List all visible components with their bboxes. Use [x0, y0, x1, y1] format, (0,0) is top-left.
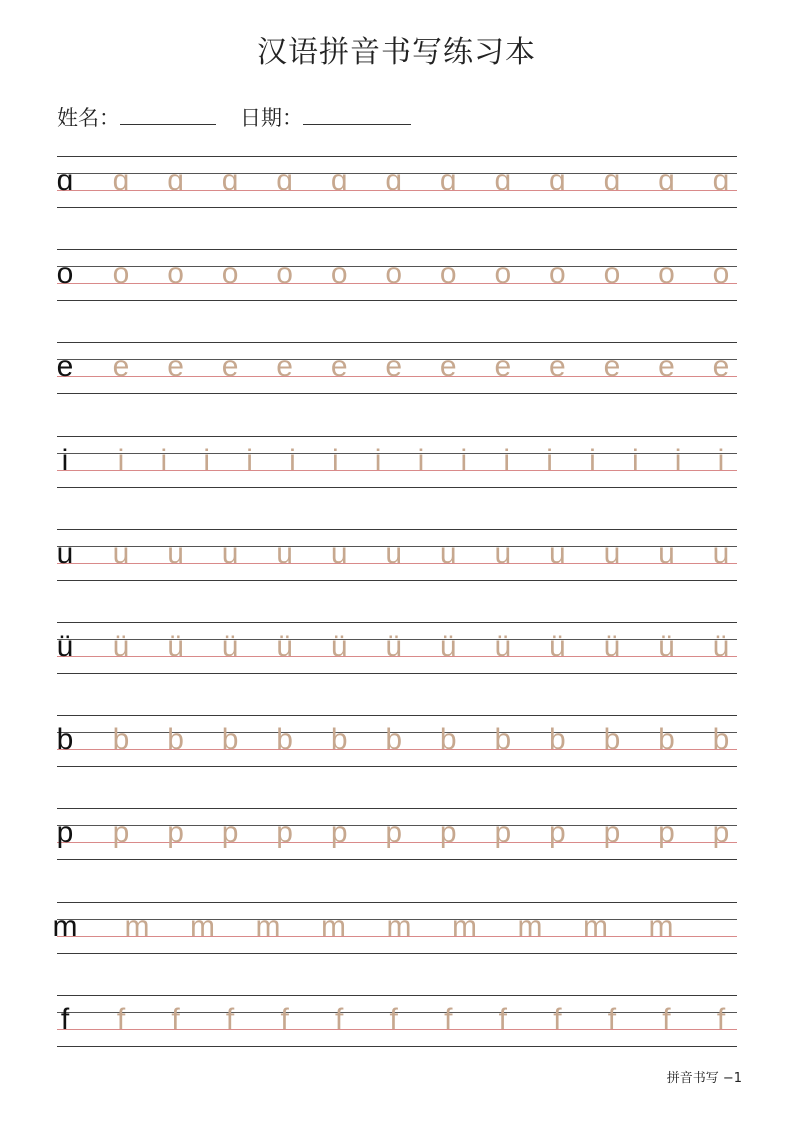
trace-letter: u — [549, 536, 566, 570]
guide-line — [57, 436, 737, 437]
practice-row — [57, 715, 737, 767]
trace-letter: i — [460, 443, 468, 477]
trace-letter: f — [171, 1002, 180, 1036]
trace-letter: b — [549, 723, 566, 757]
trace-letter: i — [589, 443, 596, 477]
practice-row — [57, 249, 737, 301]
trace-letter: i — [160, 443, 168, 477]
guide-line — [57, 808, 737, 809]
trace-letter: ü — [112, 630, 130, 663]
trace-letter: ɑ — [439, 164, 457, 197]
trace-letter: p — [603, 816, 621, 850]
name-label: 姓名： — [57, 106, 120, 130]
trace-letter: i — [246, 443, 253, 477]
trace-letter: m — [386, 909, 412, 943]
trace-letter: i — [417, 443, 425, 477]
trace-letter: o — [276, 257, 293, 291]
trace-letter: u — [385, 536, 403, 570]
trace-letter: i — [546, 443, 553, 477]
trace-letter: e — [330, 350, 348, 384]
trace-letter: m — [124, 909, 150, 943]
practice-row — [57, 808, 737, 860]
trace-letter: e — [658, 350, 675, 384]
trace-letter: p — [385, 816, 403, 850]
trace-letter: f — [662, 1002, 671, 1036]
trace-letter: u — [439, 536, 457, 570]
trace-letter: ü — [603, 630, 621, 663]
model-letter: f — [60, 1002, 70, 1036]
model-letter: o — [56, 257, 74, 291]
trace-letter: o — [385, 257, 403, 291]
model-letter: m — [52, 909, 78, 943]
trace-letter: i — [374, 443, 382, 477]
model-letter: ü — [56, 630, 74, 663]
trace-letter: b — [658, 723, 675, 757]
trace-letter: ɑ — [112, 164, 130, 197]
model-letter: ɑ — [56, 164, 74, 197]
trace-letter: b — [712, 723, 730, 757]
trace-letter: e — [221, 350, 239, 384]
trace-letter: o — [112, 257, 130, 291]
guide-line — [57, 342, 737, 343]
trace-letter: e — [112, 350, 130, 384]
trace-letter: f — [498, 1002, 507, 1036]
trace-letter: e — [439, 350, 457, 384]
trace-letter: ü — [276, 630, 293, 663]
trace-letter: i — [631, 443, 639, 477]
trace-letter: ɑ — [658, 164, 675, 197]
trace-letter: ɑ — [603, 164, 621, 197]
trace-letter: p — [167, 816, 184, 850]
trace-letter: p — [494, 816, 512, 850]
trace-letter: ü — [439, 630, 457, 663]
trace-letter: ü — [658, 630, 675, 663]
trace-letter: m — [190, 909, 215, 943]
model-letter: p — [56, 816, 74, 850]
guide-line — [57, 207, 737, 208]
trace-letter: u — [658, 536, 675, 570]
trace-letter: e — [276, 350, 293, 384]
trace-letter: u — [603, 536, 621, 570]
guide-line — [57, 156, 737, 157]
trace-letter: b — [330, 723, 348, 757]
trace-letter: p — [112, 816, 130, 850]
guide-line — [57, 995, 737, 996]
trace-letter: o — [167, 257, 184, 291]
trace-letter: i — [503, 443, 511, 477]
trace-letter: p — [330, 816, 348, 850]
trace-letter: u — [276, 536, 293, 570]
trace-letter: u — [167, 536, 184, 570]
trace-letter: e — [603, 350, 621, 384]
trace-letter: o — [221, 257, 239, 291]
guide-line — [57, 393, 737, 394]
trace-letter: i — [331, 443, 339, 477]
trace-letter: f — [444, 1002, 453, 1036]
trace-letter: p — [276, 816, 293, 850]
trace-letter: f — [116, 1002, 126, 1036]
trace-letter: u — [221, 536, 239, 570]
guide-line — [57, 673, 737, 674]
trace-letter: u — [712, 536, 730, 570]
trace-letter: b — [439, 723, 457, 757]
trace-letter: ɑ — [549, 164, 566, 197]
trace-letter: b — [603, 723, 621, 757]
trace-letter: o — [603, 257, 621, 291]
trace-letter: o — [549, 257, 566, 291]
trace-letter: p — [549, 816, 566, 850]
model-letter: i — [61, 443, 69, 477]
trace-letter: i — [117, 443, 125, 477]
date-field[interactable] — [303, 104, 411, 125]
trace-letter: ɑ — [276, 164, 293, 197]
trace-letter: ü — [712, 630, 730, 663]
practice-row — [57, 529, 737, 581]
trace-letter: ü — [385, 630, 403, 663]
trace-letter: b — [494, 723, 512, 757]
student-info — [57, 104, 411, 132]
trace-letter: m — [517, 909, 543, 943]
guide-line — [57, 622, 737, 623]
trace-letter: m — [648, 909, 674, 943]
practice-row — [52, 902, 737, 954]
trace-letter: u — [330, 536, 348, 570]
practice-row — [57, 156, 737, 208]
trace-letter: o — [330, 257, 348, 291]
guide-line — [57, 859, 737, 860]
trace-letter: p — [712, 816, 730, 850]
trace-letter: u — [112, 536, 130, 570]
trace-letter: b — [276, 723, 293, 757]
trace-letter: e — [167, 350, 184, 384]
model-letter: u — [56, 536, 74, 570]
trace-letter: p — [439, 816, 457, 850]
trace-letter: m — [321, 909, 346, 943]
trace-letter: f — [280, 1002, 289, 1036]
date-label: 日期： — [240, 106, 303, 130]
trace-letter: m — [255, 909, 281, 943]
guide-line — [57, 529, 737, 530]
trace-letter: o — [439, 257, 457, 291]
trace-letter: ü — [330, 630, 348, 663]
trace-letter: i — [674, 443, 682, 477]
trace-letter: e — [385, 350, 403, 384]
guide-line — [57, 580, 737, 581]
guide-line — [57, 1046, 737, 1047]
trace-letter: f — [225, 1002, 235, 1036]
trace-letter: ɑ — [385, 164, 403, 197]
page-footer: 拼音书写 −1 — [666, 1071, 742, 1086]
trace-letter: ɑ — [712, 164, 730, 197]
trace-letter: i — [203, 443, 211, 477]
trace-letter: b — [385, 723, 403, 757]
trace-letter: e — [549, 350, 566, 384]
model-letter: b — [56, 723, 74, 757]
practice-row — [57, 622, 737, 674]
trace-letter: ü — [494, 630, 512, 663]
guide-line — [57, 953, 737, 954]
trace-letter: o — [658, 257, 675, 291]
trace-letter: i — [717, 443, 725, 477]
trace-letter: ü — [549, 630, 566, 663]
guide-line — [57, 715, 737, 716]
trace-letter: m — [452, 909, 477, 943]
trace-letter: f — [389, 1002, 398, 1036]
trace-letter: b — [112, 723, 130, 757]
trace-letter: e — [712, 350, 730, 384]
model-letter: e — [56, 350, 74, 384]
practice-row — [57, 436, 737, 488]
trace-letter: m — [583, 909, 608, 943]
trace-letter: f — [553, 1002, 562, 1036]
guide-line — [57, 902, 737, 903]
guide-line — [57, 766, 737, 767]
trace-letter: o — [712, 257, 730, 291]
trace-letter: f — [607, 1002, 617, 1036]
trace-letter: ɑ — [221, 164, 239, 197]
practice-row — [57, 342, 737, 394]
trace-letter: ɑ — [330, 164, 348, 197]
practice-row — [57, 995, 737, 1047]
trace-letter: i — [289, 443, 296, 477]
trace-letter: b — [167, 723, 184, 757]
trace-letter: ɑ — [494, 164, 512, 197]
trace-letter: ü — [167, 630, 184, 663]
page-title: 汉语拼音书写练习本 — [257, 35, 536, 70]
trace-letter: o — [494, 257, 512, 291]
name-field[interactable] — [120, 104, 216, 125]
guide-line — [57, 249, 737, 250]
guide-line — [57, 487, 737, 488]
trace-letter: p — [221, 816, 239, 850]
trace-letter: ü — [221, 630, 239, 663]
trace-letter: u — [494, 536, 512, 570]
trace-letter: p — [658, 816, 675, 850]
trace-letter: b — [221, 723, 239, 757]
trace-letter: f — [716, 1002, 726, 1036]
guide-line — [57, 300, 737, 301]
trace-letter: ɑ — [167, 164, 184, 197]
trace-letter: f — [335, 1002, 344, 1036]
trace-letter: e — [494, 350, 512, 384]
